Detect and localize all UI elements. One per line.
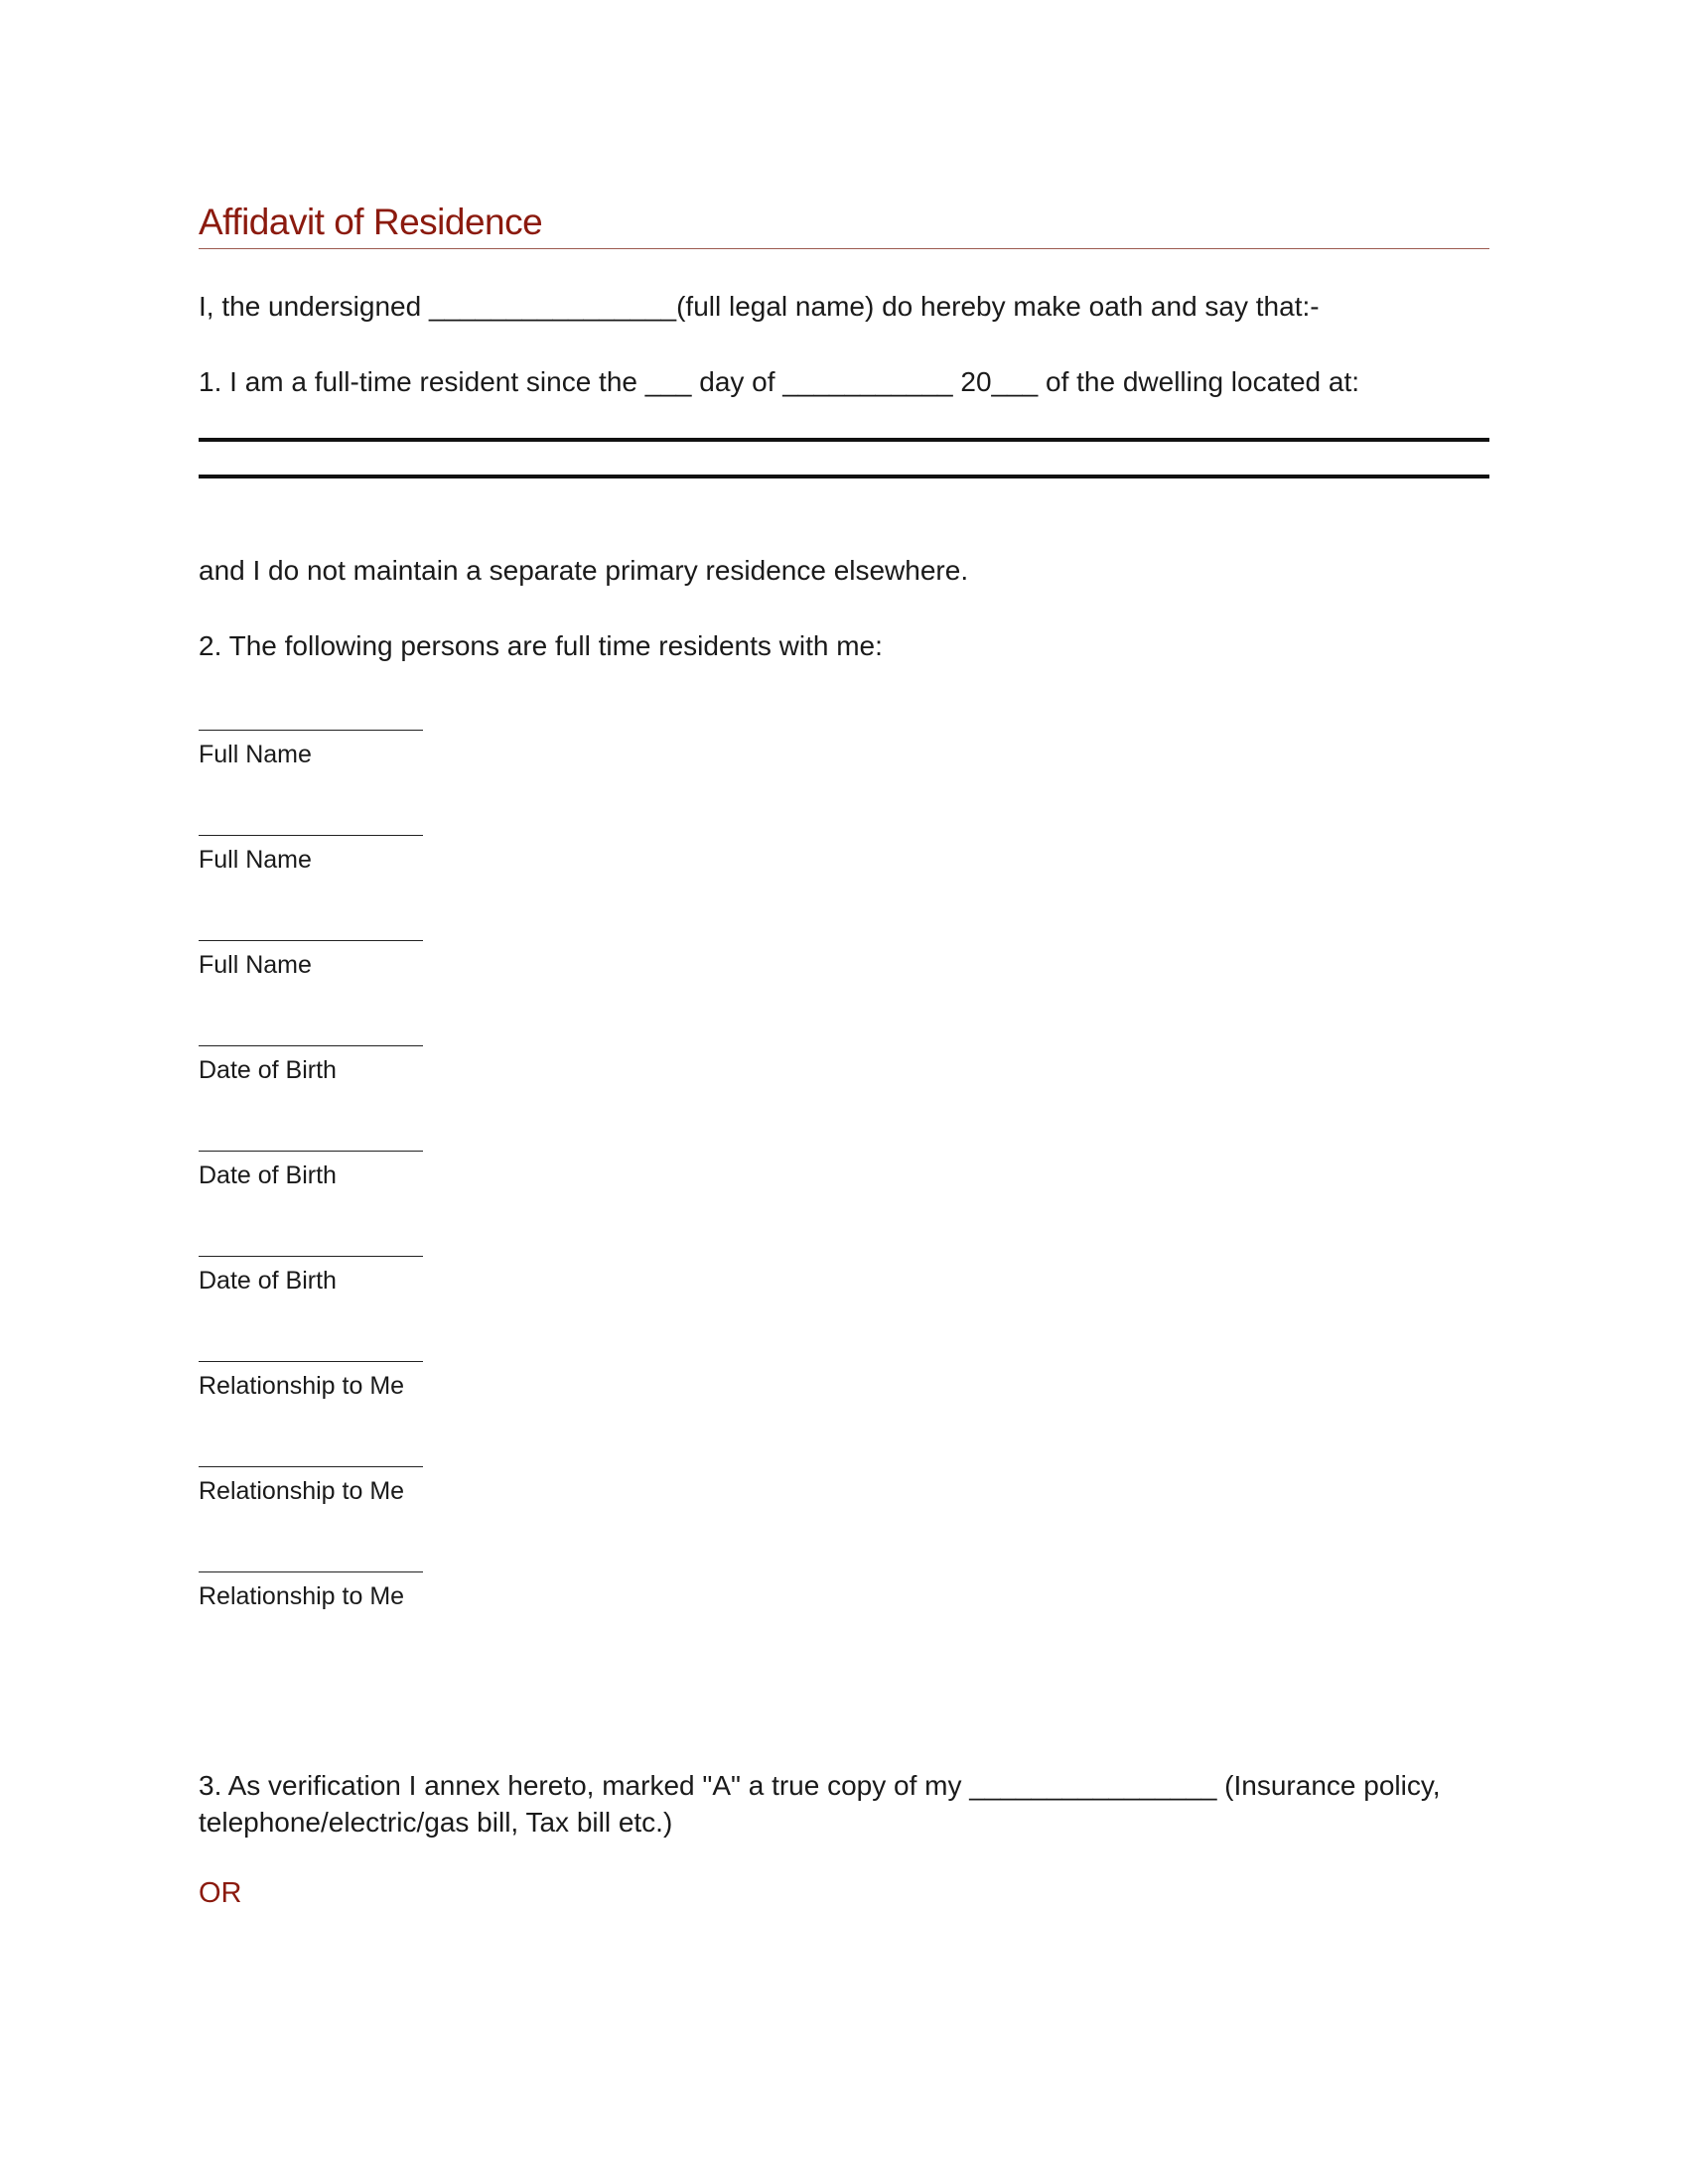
field-label: Relationship to Me — [199, 1582, 405, 1610]
field-label: Full Name — [199, 951, 312, 979]
or-separator: OR — [199, 1877, 242, 1909]
date-of-birth-field[interactable] — [199, 1256, 457, 1296]
relationship-field[interactable] — [199, 1466, 457, 1506]
signature-line — [199, 730, 423, 731]
field-label: Full Name — [199, 846, 312, 874]
field-label: Relationship to Me — [199, 1477, 405, 1505]
full-name-field[interactable] — [199, 940, 457, 980]
no-other-residence-paragraph: and I do not maintain a separate primary residence elsewhere. — [199, 555, 969, 586]
date-of-birth-field[interactable] — [199, 1151, 457, 1190]
date-of-birth-field[interactable] — [199, 1045, 457, 1085]
full-name-field[interactable] — [199, 835, 457, 875]
field-label: Relationship to Me — [199, 1372, 405, 1400]
address-line-2[interactable] — [199, 475, 1489, 478]
field-label: Date of Birth — [199, 1267, 337, 1295]
relationship-field[interactable] — [199, 1361, 457, 1401]
title-divider — [199, 248, 1489, 249]
document-title: Affidavit of Residence — [199, 202, 543, 242]
signature-line — [199, 1361, 423, 1362]
signature-line — [199, 1466, 423, 1467]
relationship-field[interactable] — [199, 1571, 457, 1611]
item-2-paragraph: 2. The following persons are full time residents with me: — [199, 630, 883, 661]
signature-line — [199, 1256, 423, 1257]
item-3-paragraph: 3. As verification I annex hereto, marked "A" a true copy of my ________________ (Insurance policy, telephone/electric/gas bill, Tax bill etc.) — [199, 1770, 1441, 1838]
signature-line — [199, 1151, 423, 1152]
item-1-paragraph: 1. I am a full-time resident since the ___ day of ___________ 20___ of the dwelling located at: — [199, 366, 1359, 397]
address-line-1[interactable] — [199, 438, 1489, 442]
signature-line — [199, 1571, 423, 1572]
field-label: Date of Birth — [199, 1056, 337, 1084]
field-label: Full Name — [199, 741, 312, 768]
signature-line — [199, 1045, 423, 1046]
signature-line — [199, 940, 423, 941]
signature-line — [199, 835, 423, 836]
full-name-field[interactable] — [199, 730, 457, 769]
intro-paragraph: I, the undersigned ________________(full legal name) do hereby make oath and say that:- — [199, 291, 1320, 322]
field-label: Date of Birth — [199, 1161, 337, 1189]
